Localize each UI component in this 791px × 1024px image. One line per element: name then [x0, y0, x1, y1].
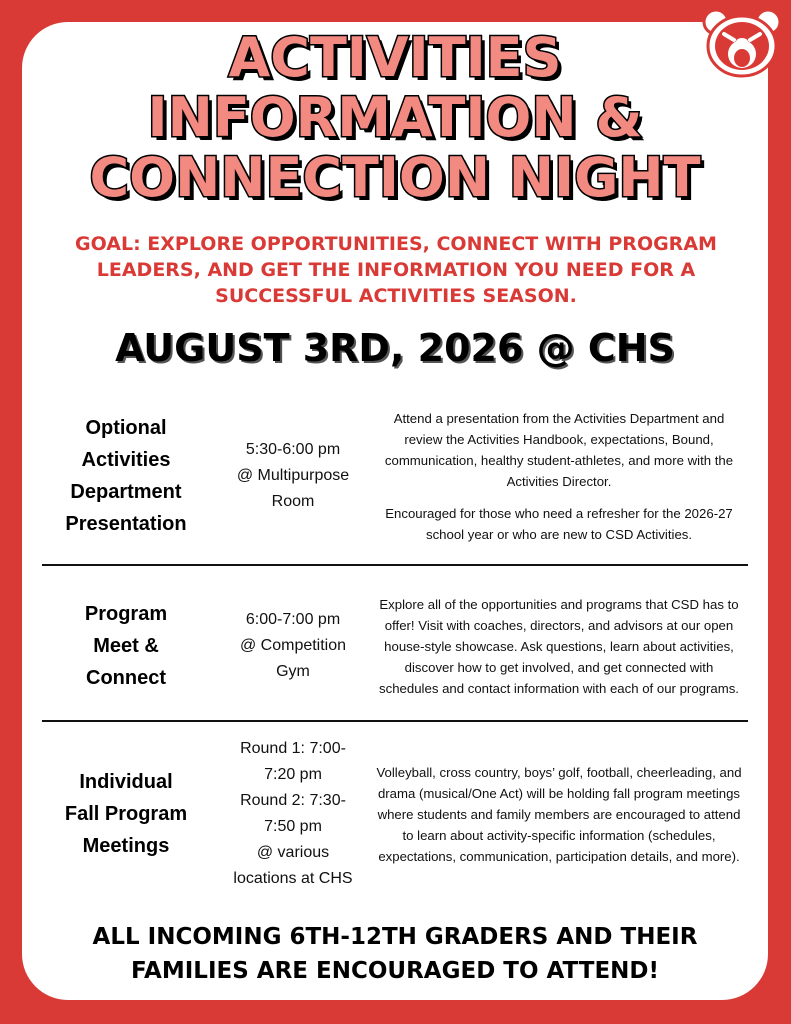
event-name-line: Connect: [86, 667, 166, 689]
event-time-line: Gym: [276, 663, 310, 680]
event-time-line: @ Multipurpose: [236, 467, 350, 484]
event-description-paragraph: Encouraged for those who need a refresher for the 2026-27 school year or who are new to CSD Activities.: [385, 505, 733, 542]
event-name-line: Fall Program: [64, 803, 188, 825]
event-description: [376, 736, 742, 892]
event-time-line: Room: [271, 493, 315, 510]
event-row-presentation: [42, 394, 748, 558]
event-time-line: locations at CHS: [233, 870, 353, 887]
title-line-3: CONNECTION NIGHT: [89, 146, 701, 209]
event-time: [218, 736, 368, 892]
event-time-line: @ Competition: [239, 637, 347, 654]
event-time-line: @ various: [256, 844, 330, 861]
event-name-line: Department: [70, 481, 182, 503]
event-title: [22, 28, 768, 208]
event-time-line: 7:50 pm: [264, 818, 322, 835]
event-row-meet-connect: [42, 578, 748, 714]
event-description-paragraph: Attend a presentation from the Activities Department and review the Activities Handbook, expectations, Bound, communication, healthy student-athletes, and more with the Activities Director.: [384, 410, 734, 489]
event-time-line: Round 2: 7:30-: [240, 792, 346, 809]
event-name-line: Presentation: [65, 513, 187, 535]
event-description: [376, 578, 742, 714]
event-name-line: Meet &: [93, 635, 159, 657]
event-time-line: 5:30-6:00 pm: [245, 441, 341, 458]
row-divider: [42, 720, 748, 722]
event-name-line: Optional: [85, 417, 167, 439]
goal-statement: GOAL: EXPLORE OPPORTUNITIES, CONNECT WITH PROGRAM LEADERS, AND GET THE INFORMATION YOU NEED FOR A SUCCESSFUL ACTIVITIES SEASON.: [75, 233, 717, 307]
event-time-line: Round 1: 7:00-: [240, 740, 346, 757]
event-time: [218, 394, 368, 558]
event-description: [376, 394, 742, 558]
event-time-line: 7:20 pm: [264, 766, 322, 783]
event-name-line: Meetings: [82, 835, 170, 857]
event-description-paragraph: Explore all of the opportunities and programs that CSD has to offer! Visit with coaches, directors, and advisors at our open house-style showcase. Ask questions, learn about activities, discover how to get involved, and get connected with schedules and contact information with each of our programs.: [379, 596, 739, 696]
event-row-fall-meetings: [42, 736, 748, 892]
event-name-line: Individual: [79, 771, 173, 793]
row-divider: [42, 564, 748, 566]
title-line-2: INFORMATION &: [147, 86, 643, 149]
event-time-line: 6:00-7:00 pm: [245, 611, 341, 628]
event-name-line: Activities: [81, 449, 171, 471]
event-time: [218, 578, 368, 714]
event-name: [42, 736, 210, 892]
event-name: [42, 578, 210, 714]
event-name: [42, 394, 210, 558]
event-description-paragraph: Volleyball, cross country, boys’ golf, football, cheerleading, and drama (musical/One Act) will be holding fall program meetings where students and family members are encouraged to attend to learn about activity-specific information (schedules, expectations, communication, participation details, and more).: [376, 764, 742, 864]
title-line-1: ACTIVITIES: [228, 26, 562, 89]
event-name-line: Program: [84, 603, 168, 625]
attendance-note: ALL INCOMING 6TH-12TH GRADERS AND THEIR FAMILIES ARE ENCOURAGED TO ATTEND!: [92, 924, 698, 984]
event-date: AUGUST 3RD, 2026 @ CHS: [115, 326, 675, 370]
